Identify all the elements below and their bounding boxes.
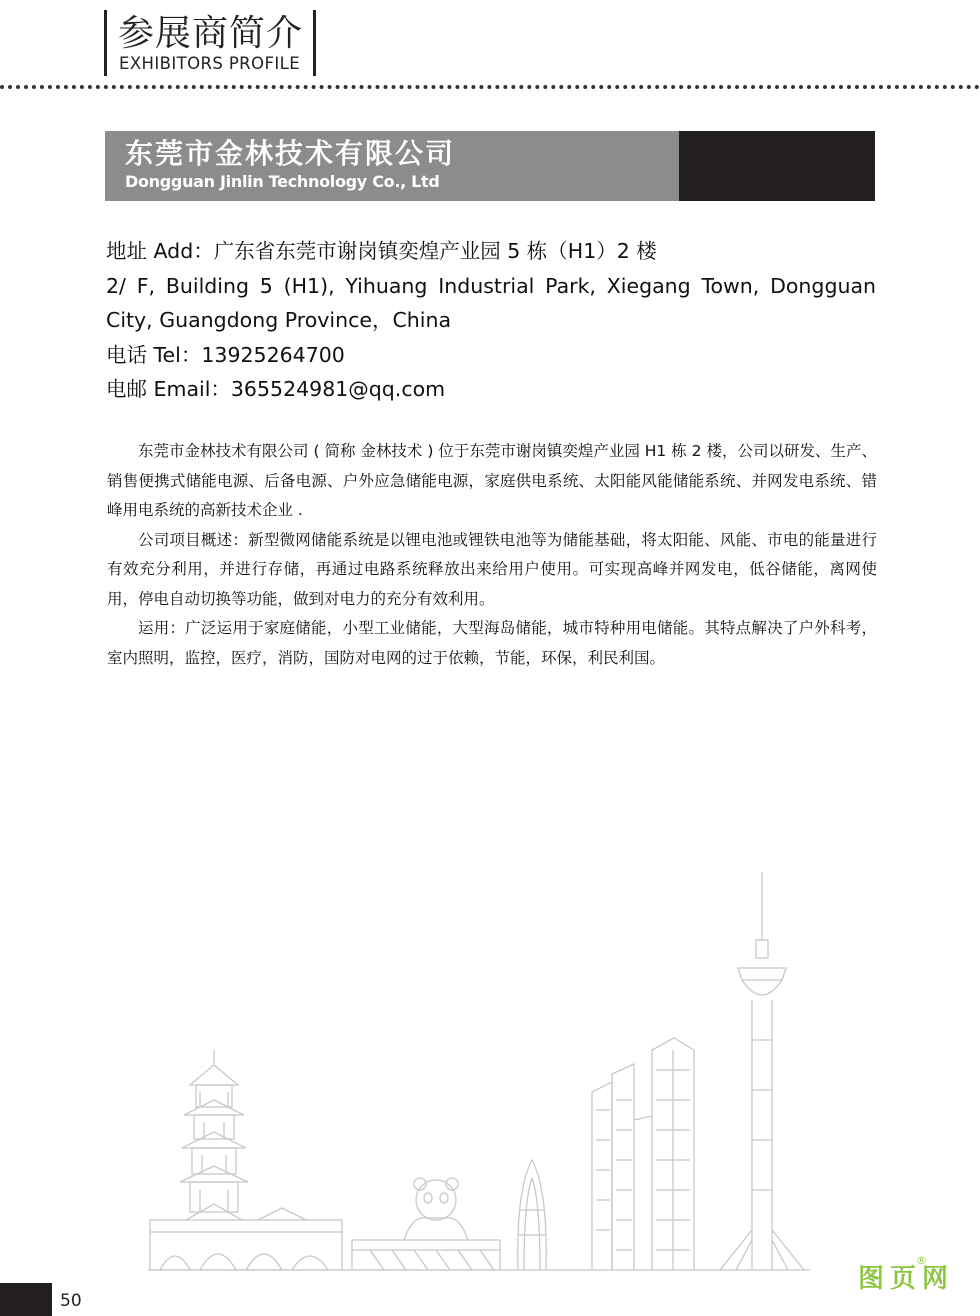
city-skyline-illustration <box>0 860 980 1280</box>
arch-bridge-icon <box>150 1204 342 1270</box>
panda-landmark-icon <box>352 1178 500 1270</box>
company-name-en: Dongguan Jinlin Technology Co., Ltd <box>125 172 440 191</box>
company-name-cn: 东莞市金林技术有限公司 <box>125 137 456 170</box>
watermark-registered-mark: ® <box>916 1254 927 1267</box>
contact-block <box>106 234 876 407</box>
email: 电邮 Email：365524981@qq.com <box>106 377 446 401</box>
flame-tower-icon <box>518 1160 546 1270</box>
office-towers-icon <box>592 1038 694 1270</box>
address-cn: 地址 Add：广东省东莞市谢岗镇奕煌产业园 5 栋（H1）2 楼 <box>106 239 657 263</box>
banner-dark-block <box>679 131 875 201</box>
pagoda-icon <box>180 1050 248 1212</box>
description-paragraph-intro: 东莞市金林技术有限公司 ( 简称 金林技术 ) 位于东莞市谢岗镇奕煌产业园 H1 栋 2 楼，公司以研发、生产、销售便携式储能电源、后备电源、户外应急储能电源，家庭供电系统、太阳能风能储能系统、并网发电系统、错峰用电系统的高新技术企业 . <box>107 442 877 519</box>
telephone: 电话 Tel：13925264700 <box>106 342 345 367</box>
dotted-divider <box>0 85 980 89</box>
company-banner <box>105 131 875 201</box>
watermark-logo: 图页网 <box>858 1264 955 1294</box>
address-en: 2/ F, Building 5 (H1), Yihuang Industrial Park, Xiegang Town, Dongguan City, Guangdong Province，China <box>106 273 876 332</box>
description-paragraph-application: 运用：广泛运用于家庭储能，小型工业储能，大型海岛储能，城市特种用电储能。其特点解决了户外科考，室内照明，监控，医疗，消防，国防对电网的过于依赖，节能，环保，利民利国。 <box>107 619 877 667</box>
page-number-block <box>0 1283 52 1316</box>
page-section-title: 参展商简介 <box>118 13 304 54</box>
tv-tower-icon <box>720 872 804 1270</box>
company-description <box>107 437 877 673</box>
header-right-rule <box>313 10 316 76</box>
description-paragraph-overview: 公司项目概述：新型微网储能系统是以锂电池或锂铁电池等为储能基础，将太阳能、风能、市电的能量进行有效充分利用，并进行存储，再通过电路系统释放出来给用户使用。可实现高峰并网发电，低谷储能，离网使用，停电自动切换等功能，做到对电力的充分有效利用。 <box>107 530 877 608</box>
page-section-subtitle: EXHIBITORS PROFILE <box>119 54 301 73</box>
page-number: 50 <box>60 1291 82 1311</box>
header-left-rule <box>104 10 107 76</box>
